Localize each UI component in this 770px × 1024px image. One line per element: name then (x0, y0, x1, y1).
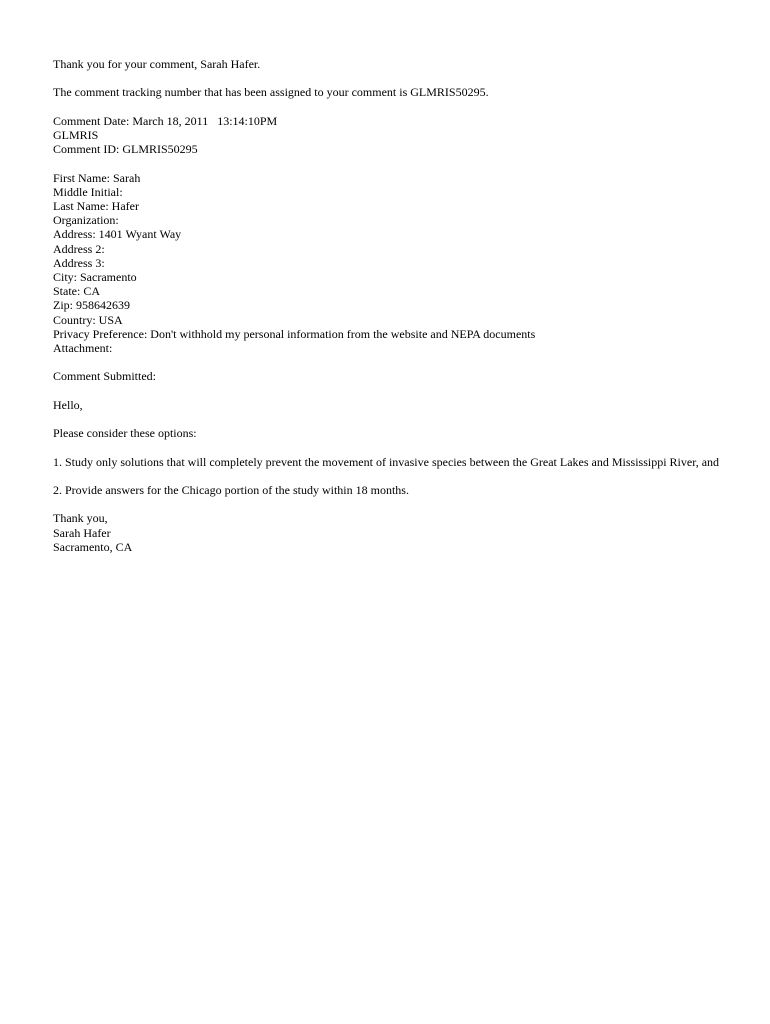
last-name-line: Last Name: Hafer (53, 198, 139, 213)
comment-receipt-document (53, 57, 733, 568)
greeting-line: Hello, (53, 397, 83, 412)
address-3-line: Address 3: (53, 255, 105, 270)
privacy-preference-line: Privacy Preference: Don't withhold my personal information from the website and NEPA documents (53, 326, 536, 341)
organization-line: Organization: (53, 213, 119, 228)
tracking-number-line: The comment tracking number that has been assigned to your comment is GLMRIS50295. (53, 85, 489, 100)
signature-name-line: Sarah Hafer (53, 525, 111, 540)
first-name-line: First Name: Sarah (53, 170, 141, 185)
project-name: GLMRIS (53, 127, 99, 142)
contact-details-block (53, 171, 733, 356)
comment-date-line: Comment Date: March 18, 2011 13:14:10PM (53, 113, 278, 128)
country-line: Country: USA (53, 312, 123, 327)
thank-you-line: Thank you for your comment, Sarah Hafer. (53, 57, 261, 71)
comment-submitted-label: Comment Submitted: (53, 369, 157, 384)
middle-initial-line: Middle Initial: (53, 184, 123, 199)
closing-thanks-line: Thank you, (53, 511, 108, 526)
address-2-line: Address 2: (53, 241, 105, 256)
options-intro-line: Please consider these options: (53, 426, 197, 441)
comment-info-block (53, 114, 733, 157)
state-line: State: CA (53, 284, 100, 299)
attachment-line: Attachment: (53, 341, 113, 356)
zip-line: Zip: 958642639 (53, 298, 130, 313)
address-line: Address: 1401 Wyant Way (53, 227, 182, 242)
city-line: City: Sacramento (53, 270, 137, 284)
closing-block (53, 511, 733, 554)
signature-location-line: Sacramento, CA (53, 539, 133, 554)
comment-id-line: Comment ID: GLMRIS50295 (53, 142, 198, 157)
option-1-paragraph: 1. Study only solutions that will completely prevent the movement of invasive species between the Great Lakes and Mississippi River, and (53, 454, 720, 469)
option-2-paragraph: 2. Provide answers for the Chicago portion of the study within 18 months. (53, 482, 409, 497)
